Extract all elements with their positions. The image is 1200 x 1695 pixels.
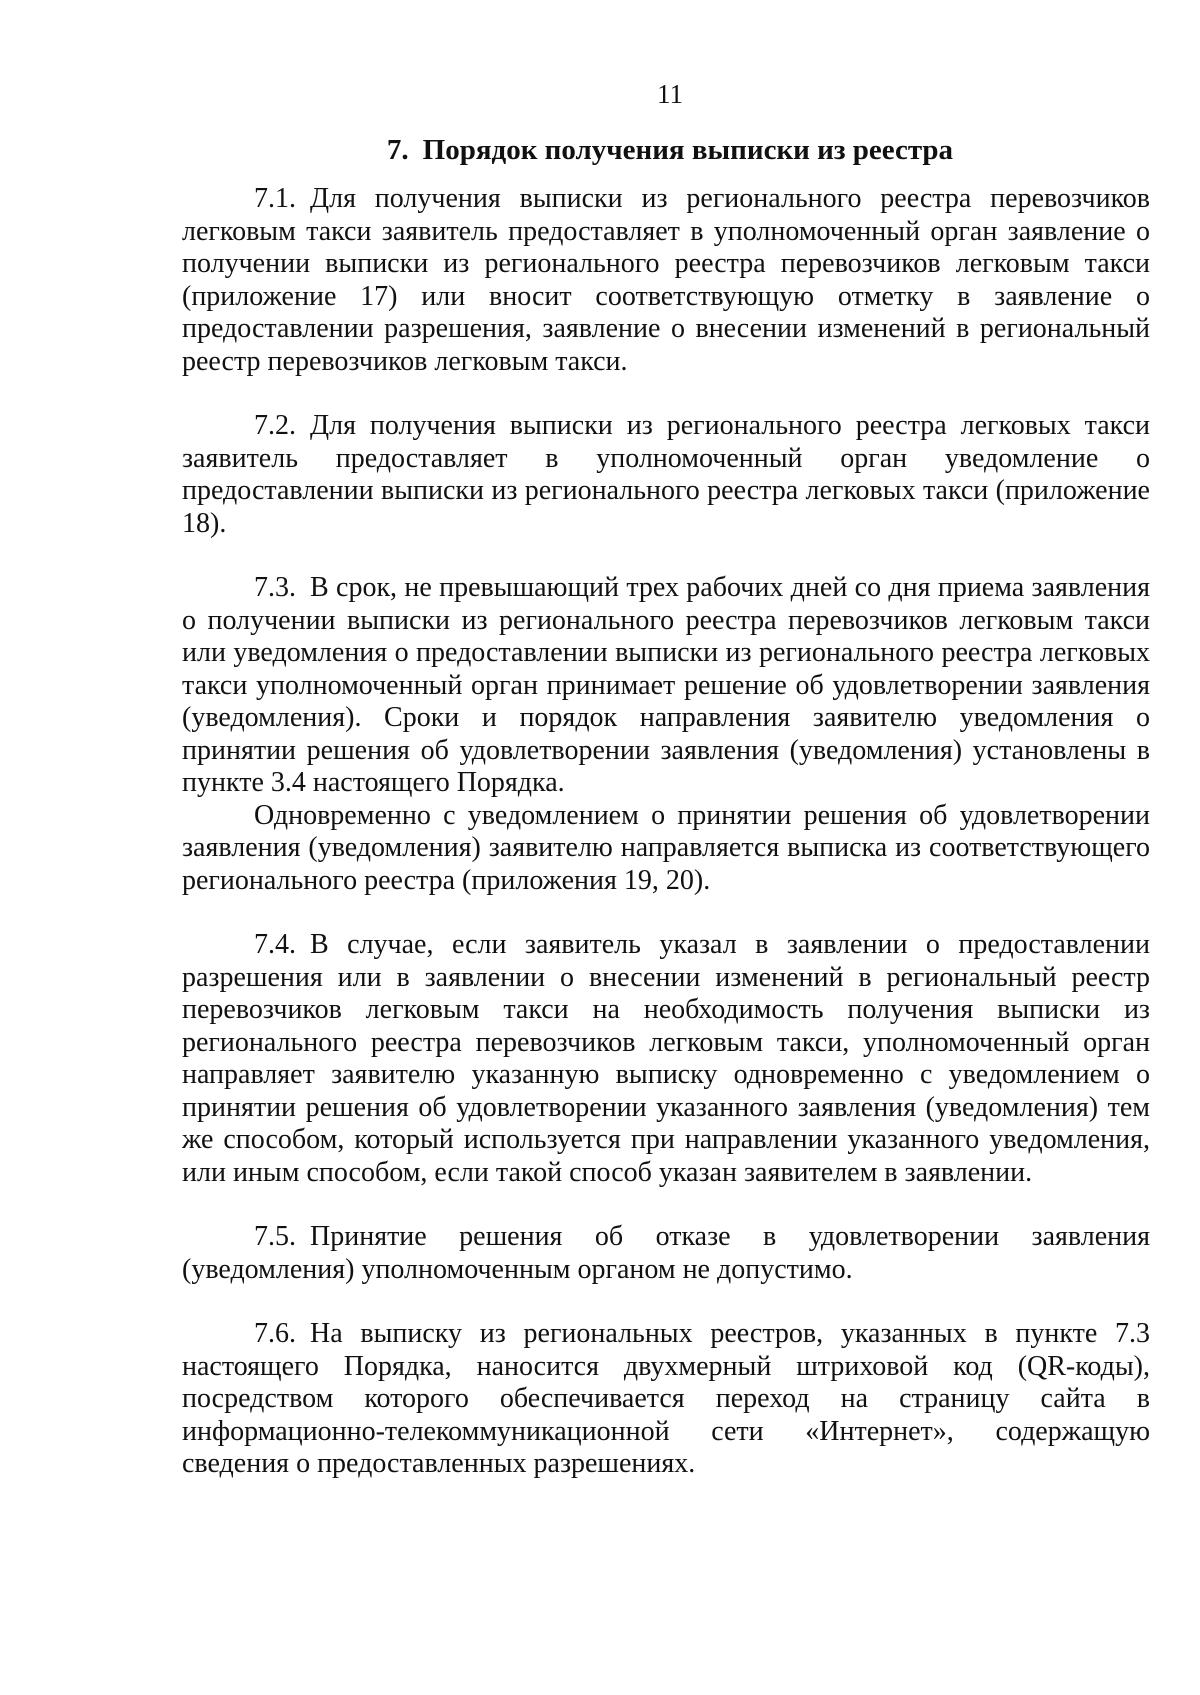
paragraph-7-5	[182, 1221, 1150, 1286]
paragraph-7-6	[182, 1318, 1150, 1481]
paragraph-7-4	[182, 929, 1150, 1189]
paragraph-number: 7.3.	[254, 572, 296, 603]
paragraph-text: Для получения выписки из регионального реестра перевозчиков легковым такси заявитель предоставляет в уполномоченный орган заявление о получении выписки из регионального реестра перевозчиков легковым такси (приложение 17) или вносит соответствующую отметку в заявление о предоставлении разрешения, заявление о внесении изменений в региональный реестр перевозчиков легковым такси.	[182, 183, 1150, 377]
paragraph-text: В случае, если заявитель указал в заявлении о предоставлении разрешения или в заявлении о внесении изменений в региональный реестр перевозчиков легковым такси на необходимость получения выписки из регионального реестра перевозчиков легковым такси, уполномоченный орган направляет заявителю указанную выписку одновременно с уведомлением о принятии решения об удовлетворении указанного заявления (уведомления) тем же способом, который используется при направлении указанного уведомления, или иным способом, если такой способ указан заявителем в заявлении.	[182, 929, 1150, 1188]
paragraph-text: В срок, не превышающий трех рабочих дней со дня приема заявления о получении выписки из регионального реестра перевозчиков легковым такси или уведомления о предоставлении выписки из регионального реестра легковых такси уполномоченный орган принимает решение об удовлетворении заявления (уведомления). Сроки и порядок направления заявителю уведомления о принятии решения об удовлетворении заявления (уведомления) установлены в пункте 3.4 настоящего Порядка.	[182, 572, 1150, 798]
section-body	[182, 183, 1150, 1481]
paragraph-7-3-continued	[182, 800, 1150, 898]
paragraph-number: 7.5.	[254, 1221, 296, 1252]
paragraph-text: Для получения выписки из регионального реестра легковых такси заявитель предоставляет в уполномоченный орган уведомление о предоставлении выписки из регионального реестра легковых такси (приложение 18).	[182, 410, 1150, 539]
paragraph-text: Принятие решения об отказе в удовлетворении заявления (уведомления) уполномоченным органом не допустимо.	[182, 1221, 1150, 1285]
page-number: 11	[657, 79, 683, 109]
section-title: Порядок получения выписки из реестра	[422, 134, 954, 166]
paragraph-7-1	[182, 183, 1150, 378]
paragraph-text: На выписку из региональных реестров, указанных в пункте 7.3 настоящего Порядка, наносится двухмерный штриховой код (QR-коды), посредством которого обеспечивается переход на страницу сайта в информационно-телекоммуникационной сети «Интернет», содержащую сведения о предоставленных разрешениях.	[182, 1318, 1150, 1479]
paragraph-7-3	[182, 572, 1150, 800]
section-number: 7.	[386, 134, 409, 166]
paragraph-number: 7.4.	[254, 929, 296, 960]
paragraph-7-2	[182, 410, 1150, 540]
section-heading	[0, 133, 1200, 167]
paragraph-number: 7.6.	[254, 1318, 296, 1349]
paragraph-number: 7.2.	[254, 410, 296, 441]
paragraph-number: 7.1.	[254, 183, 296, 214]
paragraph-text: Одновременно с уведомлением о принятии решения об удовлетворении заявления (уведомления) заявителю направляется выписка из соответствующего регионального реестра (приложения 19, 20).	[182, 799, 1150, 896]
